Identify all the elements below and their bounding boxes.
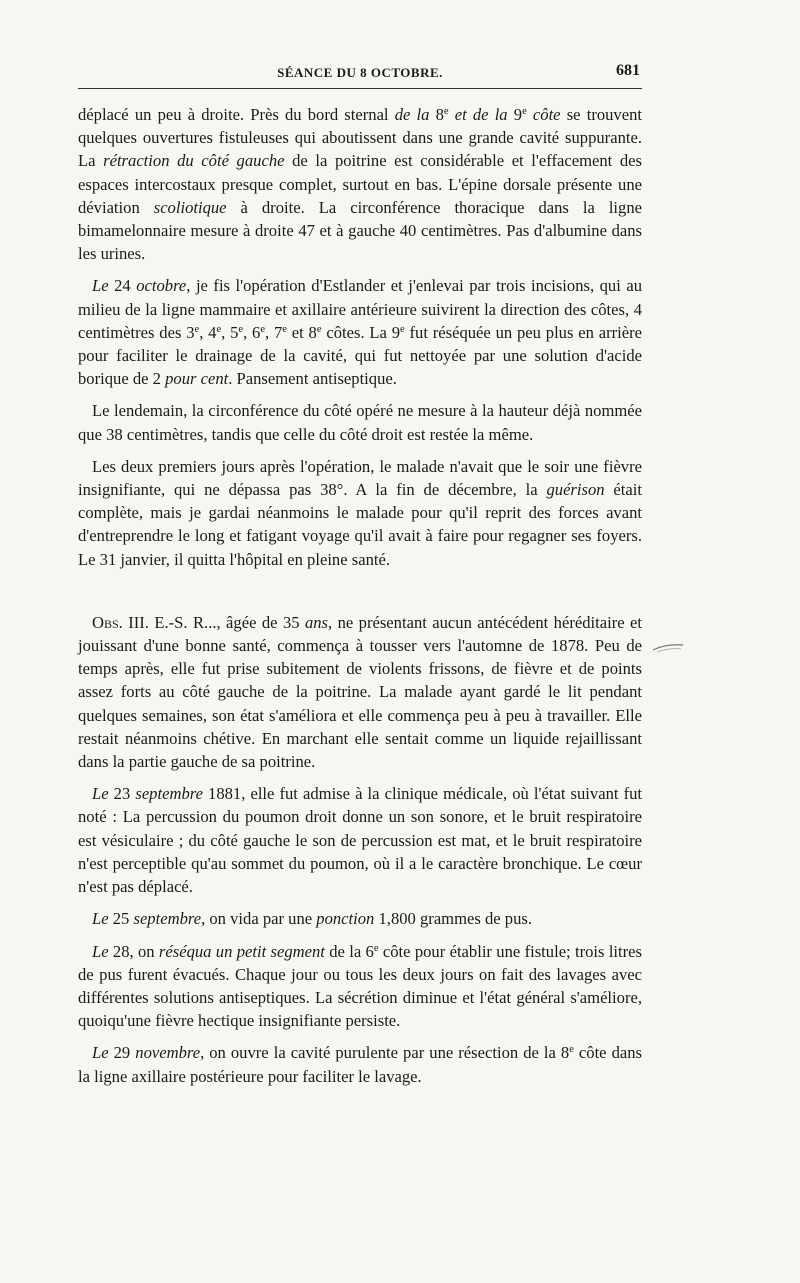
text-run: , 7 [265,322,283,342]
text-run: , 5 [221,322,239,342]
text-run: e [238,323,244,335]
text-run: était complète, mais je gardai néanmoins le malade pour qu'il reprit des forces avant d'entreprendre le long et fatigant voyage qu'il avait à faire pour regagner ses foyers. Le 31 janvier, il quitta l'hôpital en pleine santé. [78,480,642,569]
text-run: côte dans la ligne axillaire postérieure pour faciliter le lavage. [78,1043,642,1086]
text-run: rétraction du côté gauche [103,151,285,171]
text-run: octobre [136,276,187,296]
text-run: guérison [546,480,605,500]
text-run: Les deux premiers jours après l'opération, le malade n'avait que le soir une fièvre insignifiante, qui ne dépassa pas 38°. A la fin de décembre, la [78,456,642,500]
text-run: côte [526,105,561,124]
text-run: , 4 [199,322,217,342]
text-run: 1,800 grammes de pus. [374,909,532,929]
text-run: 23 [108,784,136,804]
text-run: e [522,106,527,117]
text-run: , on vida par une [201,909,317,929]
text-run: 9 [507,105,523,124]
text-run: et 8 [286,322,317,342]
text-run: et de la [448,105,508,124]
text-run: Le [92,276,109,296]
paragraph [78,274,642,390]
paragraph [78,940,642,1033]
text-run: 29 [108,1043,136,1063]
text-run: , je fis l'opération d'Estlander et j'enlevai par trois incisions, qui au milieu de la ligne mammaire et axillaire antérieure suivirent la direction des côtes, 4 centimètres des 3 [78,276,642,342]
text-run: e [316,323,322,335]
margin-pencil-mark [651,640,685,658]
text-run: Le [92,909,109,929]
text-run: . Pansement antiseptique. [228,369,397,389]
text-run: 8 [429,105,444,124]
text-run: Le [92,941,109,961]
text-run: pour cent [165,369,229,389]
text-run: septembre [133,909,202,929]
paragraph [78,1041,642,1087]
running-head: SÉANCE DU 8 OCTOBRE. [277,65,443,80]
text-run: à droite. La circonférence thoracique dans la ligne bimamelonnaire mesure à droite 47 et à gauche 40 centimètres. Pas d'albumine dans les urines. [78,197,642,264]
text-run: ans [304,612,329,632]
text-run: e [400,323,405,335]
paragraph [78,399,642,445]
text-run: de la 6 [324,941,374,961]
text-run: scoliotique [153,197,227,217]
text-run: 1881, elle fut admise à la clinique médicale, où l'état suivant fut noté : La percussion du poumon droit donne un son sonore, et le bruit respiratoire est vésiculaire ; du côté gauche le son de percussion est mat, et le bruit respiratoire n'est perceptible qu'au sommet du poumon, où il a le caractère bronchique. Le cœur n'est pas déplacé. [78,784,643,897]
text-run: e [569,1044,574,1056]
body-text [78,103,642,1088]
text-run: 28, on [108,941,159,961]
text-run: déplacé un peu à droite. Près du bord sternal [78,105,395,124]
text-run: e [260,323,266,335]
text-run: réséqua un petit segment [158,941,325,961]
text-run: , on ouvre la cavité purulente par une résection de la 8 [200,1043,570,1063]
text-run: Le lendemain, la circonférence du côté opéré ne mesure à la hauteur déjà nommée que 38 centimètres, tandis que celle du côté droit est restée la même. [78,401,642,444]
text-run: , 6 [243,322,261,342]
text-run: Obs. [92,612,123,632]
text-run: III. E.-S. R..., âgée de 35 [122,612,305,632]
paragraph [78,611,642,773]
text-run: se trouvent quelques ouvertures fistuleuses qui aboutissent dans une grande cavité suppurante. La [78,105,643,171]
text-run: e [194,323,200,335]
paragraph [78,455,642,571]
header-rule [78,88,642,89]
page-number: 681 [616,62,640,79]
text-run: novembre [135,1043,201,1063]
paragraph [78,103,642,265]
text-run: , ne présentant aucun antécédent héréditaire et jouissant d'une bonne santé, commença à tousser vers l'automne de 1878. Peu de temps après, elle fut prise subitement de violents frissons, de fièvre et de points assez forts au côté gauche de la poitrine. La malade ayant gardé le lit pendant quelques semaines, son état s'améliora et elle commença peu à peu à travailler. Elle restait néanmoins chétive. En marchant elle sentait comme un liquide rejaillissant dans la partie gauche de sa poitrine. [78,612,642,772]
text-run: e [443,106,449,117]
text-run: de la poitrine est considérable et l'effacement des espaces intercostaux presque complet, surtout en bas. L'épine dorsale présente une déviation [78,151,643,217]
text-run: Le [92,784,109,804]
text-run: 25 [108,909,134,929]
page-header [78,62,642,86]
text-run: e [373,942,379,954]
text-run: septembre [135,784,203,804]
text-run: e [216,323,222,335]
text-run: côtes. La 9 [321,322,401,342]
text-run: Le [92,1043,109,1063]
text-run: côte pour établir une fistule; trois litres de pus furent évacués. Chaque jour ou tous les deux jours on fait des lavages avec différentes solutions antiseptiques. La sécrétion diminue et l'état général s'améliore, quoiqu'une fièvre hectique insignifiante persiste. [78,941,643,1031]
text-run: de la [394,105,430,124]
text-run: 24 [108,276,137,296]
paragraph [78,782,642,898]
text-run: e [282,323,287,335]
paragraph [78,907,642,930]
text-run: ponction [316,909,375,929]
text-run: fut réséquée un peu plus en arrière pour faciliter le drainage de la cavité, qui fut nettoyée par une solution d'acide borique de 2 [78,322,643,389]
